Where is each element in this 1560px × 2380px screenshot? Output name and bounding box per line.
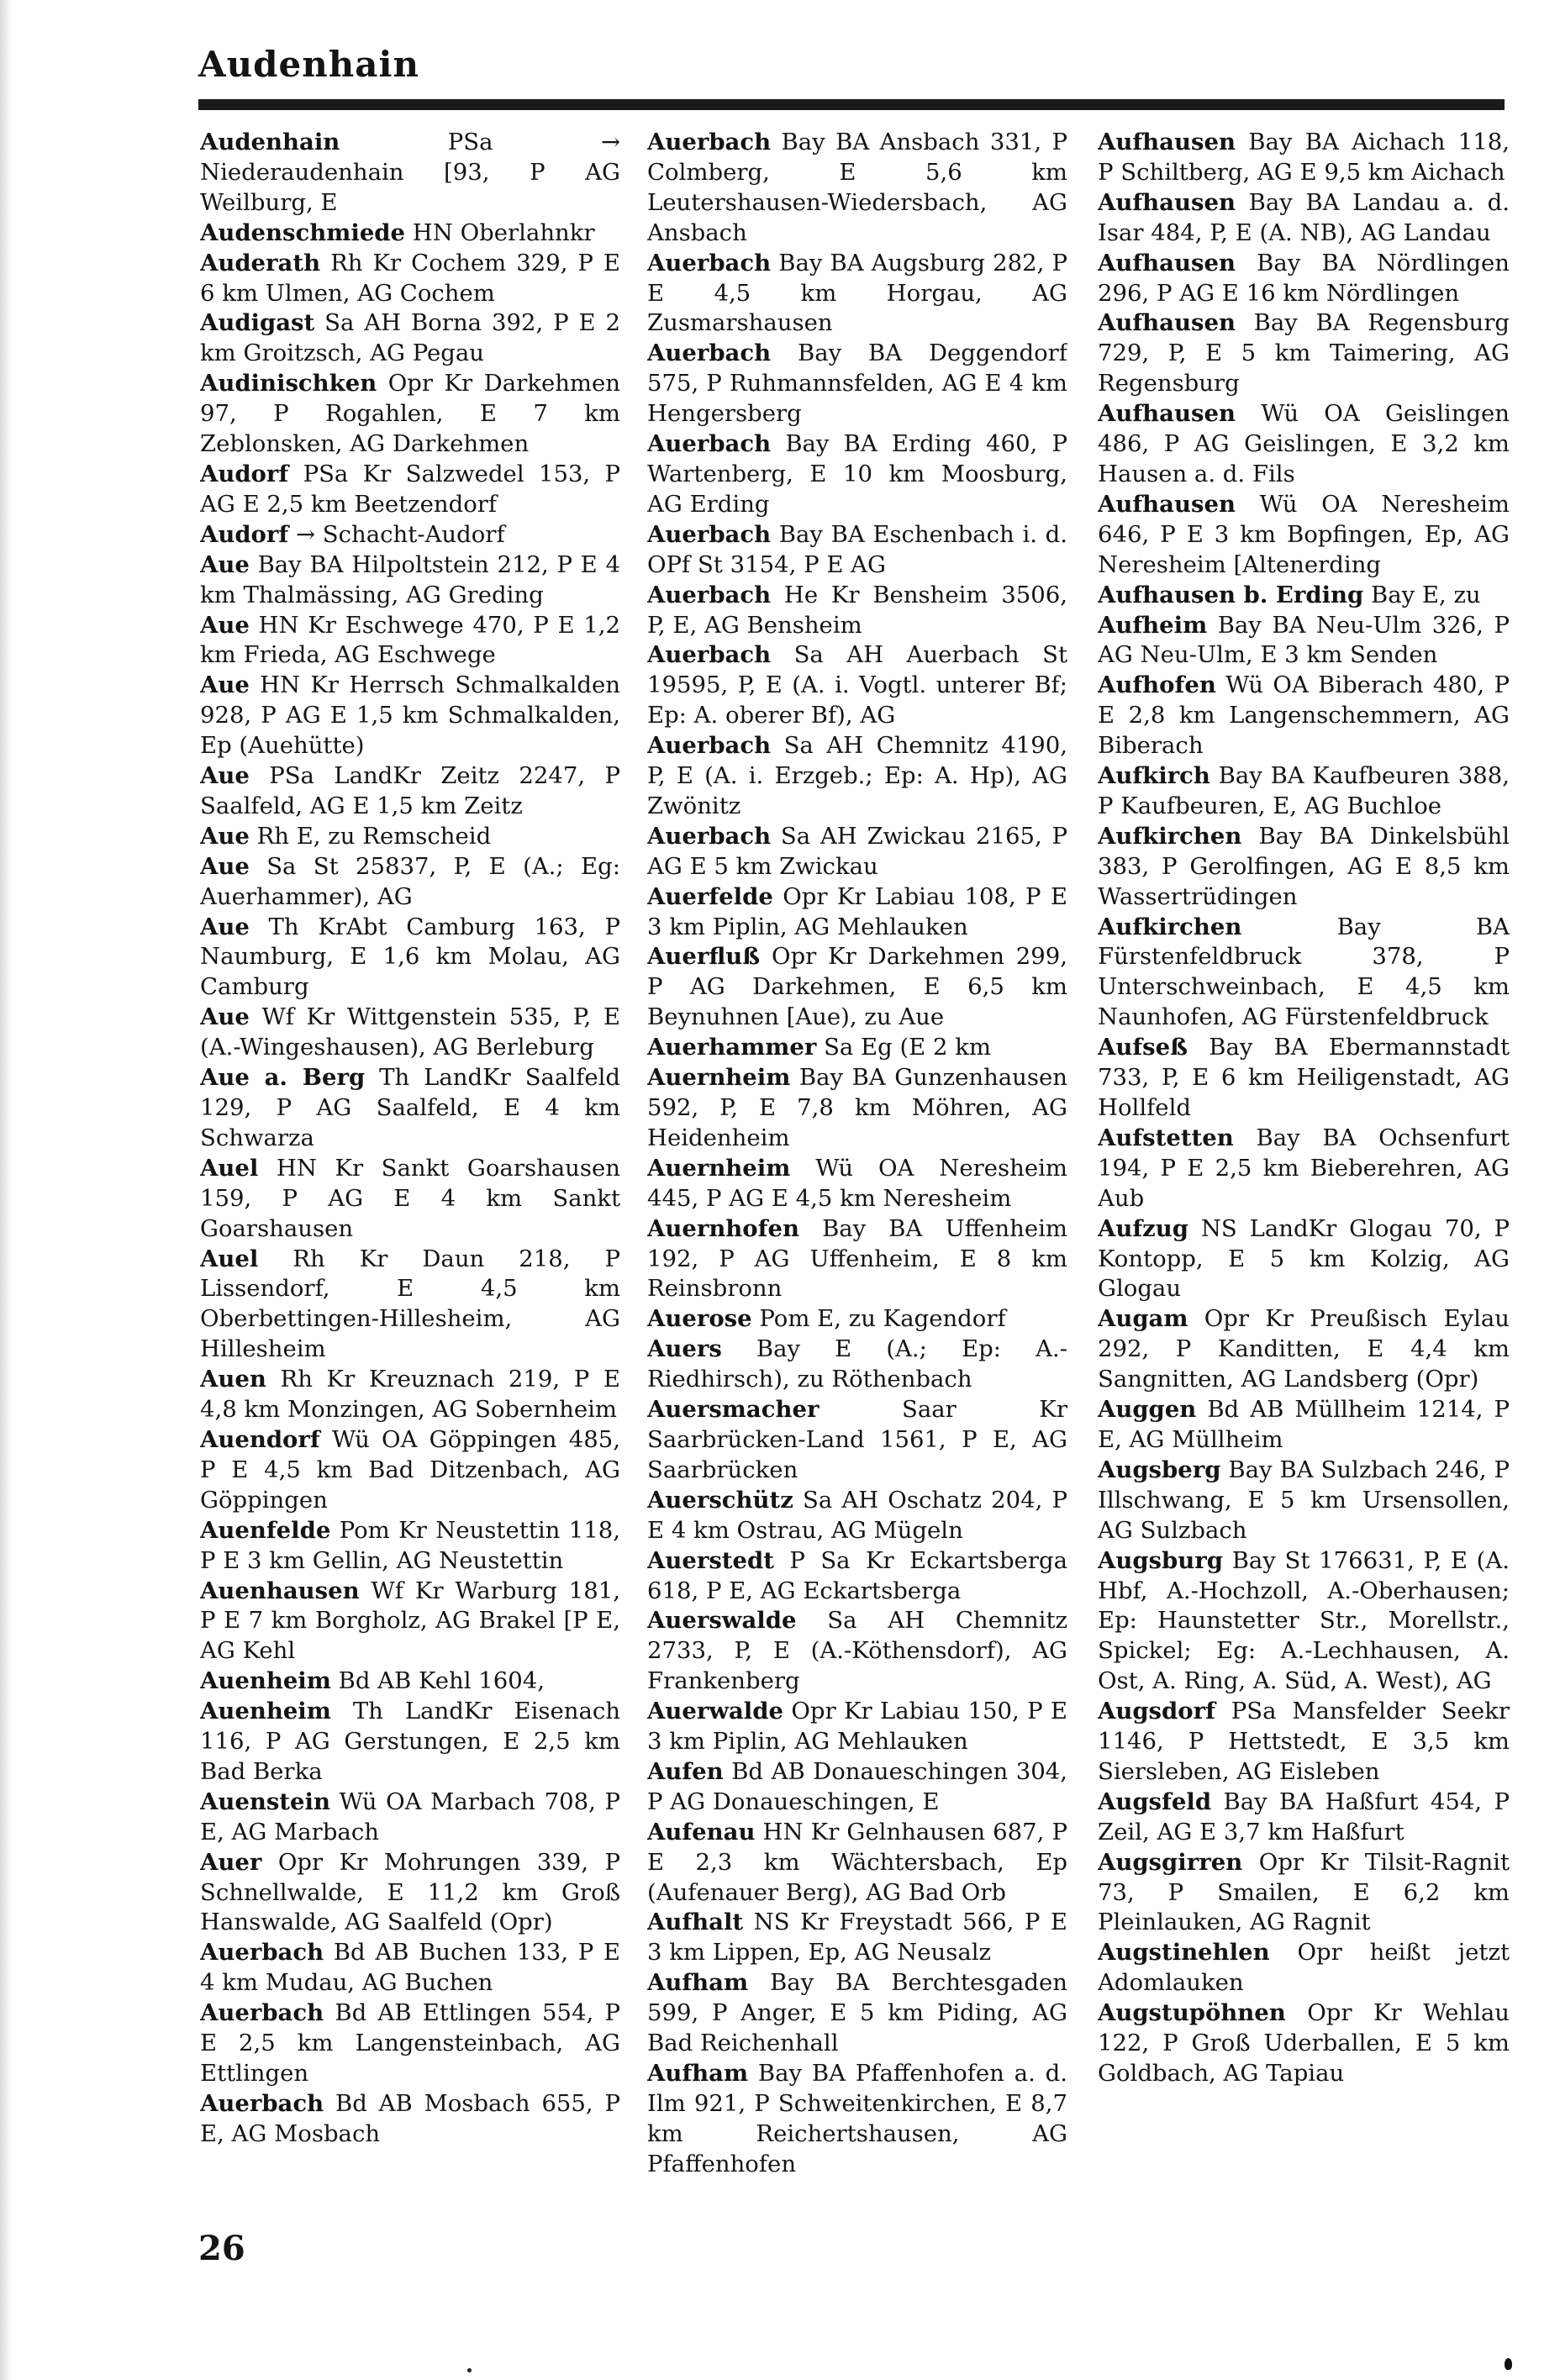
entry-text: Pom E, zu Kagendorf (759, 1305, 1006, 1333)
gazetteer-entry (200, 1998, 620, 2089)
gazetteer-entry (1098, 761, 1510, 822)
gazetteer-entry (200, 308, 620, 369)
entry-headword: Augsberg (1098, 1456, 1221, 1483)
entry-headword: Auerbach (647, 732, 772, 760)
gazetteer-entry (200, 520, 620, 550)
entry-headword: Aue (200, 852, 250, 880)
entry-text: NS Kr Freystadt 566, P E 3 km Lippen, Ep, AG Neusalz (647, 1909, 1067, 1967)
entry-headword: Auerbach (647, 822, 772, 850)
entry-headword: Auenstein (200, 1788, 330, 1815)
gazetteer-entry (647, 1395, 1067, 1486)
gazetteer-entry (1098, 308, 1510, 399)
entry-headword: Auerbach (647, 340, 772, 367)
gazetteer-entry (200, 1667, 620, 1697)
entry-headword: Audorf (200, 520, 289, 548)
gazetteer-entry (200, 1063, 620, 1154)
entry-text: Wü OA Neresheim 646, P E 3 km Bopfingen, Ep, AG Neresheim [Altenerding (1098, 490, 1510, 578)
entry-text: Rh Kr Cochem 329, P E 6 km Ulmen, AG Cochem (200, 249, 620, 307)
entry-headword: Aue (200, 611, 250, 639)
entry-text: Th LandKr Saalfeld 129, P AG Saalfeld, E 4 km Schwarza (200, 1064, 620, 1151)
entry-text: Th LandKr Eisenach 116, P AG Gerstungen, E 2,5 km Bad Berka (200, 1698, 620, 1785)
entry-headword: Auerschütz (647, 1486, 793, 1514)
entry-headword: Aue (200, 822, 250, 850)
gazetteer-entry (1098, 1124, 1510, 1214)
entry-headword: Augsburg (1098, 1546, 1223, 1574)
gazetteer-entry (1098, 128, 1510, 188)
entry-text: Bay BA Augsburg 282, P E 4,5 km Horgau, AG Zusmarshausen (647, 249, 1067, 337)
gazetteer-entry (647, 249, 1067, 340)
entry-text: Bd AB Buchen 133, P E 4 km Mudau, AG Buchen (200, 1939, 620, 1997)
entry-headword: Auerbach (200, 2089, 324, 2117)
entry-text: Bay BA Sulzbach 246, P Illschwang, E 5 km Ursensollen, AG Sulzbach (1098, 1456, 1510, 1544)
entry-text: Bay BA Deggendorf 575, P Ruhmannsfelden, AG E 4 km Hengersberg (647, 340, 1067, 428)
entry-headword: Auerbach (200, 1939, 324, 1967)
entry-text: Opr Kr Darkehmen 97, P Rogahlen, E 7 km Zeblonsken, AG Darkehmen (200, 370, 620, 458)
entry-text: Sa AH Auerbach St 19595, P, E (A. i. Vogtl. unterer Bf; Ep: A. oberer Bf), AG (647, 641, 1067, 729)
column-2 (647, 128, 1067, 2313)
entry-headword: Aue (200, 913, 250, 940)
gazetteer-entry (647, 520, 1067, 581)
gazetteer-entry (200, 1516, 620, 1577)
entry-text: Sa AH Zwickau 2165, P AG E 5 km Zwickau (647, 822, 1067, 880)
entry-text: Saar Kr Saarbrücken-Land 1561, P E, AG Saarbrücken (647, 1396, 1067, 1483)
entry-text: HN Kr Herrsch Schmalkalden 928, P AG E 1,5 km Schmalkalden, Ep (Auehütte) (200, 671, 620, 760)
entry-headword: Auerbach (647, 129, 772, 155)
gazetteer-entry (200, 219, 620, 249)
column-1 (200, 128, 620, 2313)
entry-text: Sa AH Chemnitz 2733, P, E (A.-Köthensdorf), AG Frankenberg (647, 1607, 1067, 1695)
gazetteer-entry (647, 882, 1067, 943)
gazetteer-entry (200, 460, 620, 520)
entry-text: Opr Kr Darkehmen 299, P AG Darkehmen, E 6,5 km Beynuhnen [Aue), zu Aue (647, 943, 1067, 1031)
entry-text: NS LandKr Glogau 70, P Kontopp, E 5 km Kolzig, AG Glogau (1098, 1214, 1510, 1303)
entry-text: P Sa Kr Eckartsberga 618, P E, AG Eckartsberga (647, 1546, 1067, 1604)
entry-text: Rh E, zu Remscheid (256, 822, 492, 850)
entry-headword: Auerwalde (647, 1698, 783, 1725)
gazetteer-entry (647, 1908, 1067, 1968)
entry-text: Bay BA Neu-Ulm 326, P AG Neu-Ulm, E 3 km Senden (1098, 611, 1510, 669)
gazetteer-entry (1098, 490, 1510, 581)
gazetteer-entry (1098, 1697, 1510, 1788)
entry-headword: Augsfeld (1098, 1788, 1212, 1815)
entry-text: Bay BA Haßfurt 454, P Zeil, AG E 3,7 km Haßfurt (1098, 1788, 1510, 1846)
gazetteer-entry (1098, 1395, 1510, 1456)
entry-text: Bay BA Erding 460, P Wartenberg, E 10 km Moosburg, AG Erding (647, 430, 1067, 518)
entry-text: He Kr Bensheim 3506, P, E, AG Bensheim (647, 581, 1067, 639)
gazetteer-entry (200, 852, 620, 913)
scan-edge (0, 0, 12, 2380)
entry-text: Wü OA Neresheim 445, P AG E 4,5 km Neresheim (647, 1154, 1067, 1212)
gazetteer-entry (200, 611, 620, 671)
entry-headword: Audenschmiede (200, 219, 406, 246)
entry-headword: Auel (200, 1245, 259, 1272)
entry-text: HN Kr Gelnhausen 687, P E 2,3 km Wächtersbach, Ep (Aufenauer Berg), AG Bad Orb (647, 1818, 1067, 1906)
entry-text: Opr Kr Preußisch Eylau 292, P Kanditten, E 4,4 km Sangnitten, AG Landsberg (Opr) (1098, 1305, 1510, 1393)
entry-headword: Auernheim (647, 1154, 791, 1182)
entry-headword: Aufseß (1098, 1034, 1188, 1061)
gazetteer-entry (200, 1938, 620, 1998)
gazetteer-entry (1098, 611, 1510, 671)
entry-headword: Auersmacher (647, 1396, 820, 1424)
entry-headword: Aufhausen (1098, 309, 1236, 337)
entry-text: Rh Kr Kreuznach 219, P E 4,8 km Monzingen, AG Sobernheim (200, 1366, 620, 1424)
entry-text: Opr Kr Wehlau 122, P Groß Uderballen, E 5 km Goldbach, AG Tapiau (1098, 1999, 1510, 2087)
gazetteer-entry (200, 1003, 620, 1063)
gazetteer-entry (647, 1335, 1067, 1395)
entry-text: Bay BA Fürstenfeldbruck 378, P Unterschweinbach, E 4,5 km Naunhofen, AG Fürstenfeldbruck (1098, 913, 1510, 1031)
entry-text: Bay BA Kaufbeuren 388, P Kaufbeuren, E, AG Buchloe (1098, 762, 1510, 819)
entry-text: PSa LandKr Zeitz 2247, P Saalfeld, AG E 1,5 km Zeitz (200, 762, 620, 819)
gazetteer-entry (200, 1697, 620, 1788)
entry-headword: Auerstedt (647, 1546, 774, 1574)
gazetteer-entry (647, 731, 1067, 822)
entry-headword: Auderath (200, 249, 321, 276)
entry-text: Sa AH Borna 392, P E 2 km Groitzsch, AG Pegau (200, 309, 620, 367)
entry-headword: Aufhausen (1098, 490, 1236, 518)
entry-headword: Aufham (647, 2060, 749, 2087)
corner-mark (1505, 2358, 1512, 2370)
entry-headword: Aufkirch (1098, 762, 1210, 790)
entry-text: Wü OA Biberach 480, P E 2,8 km Langenschemmern, AG Biberach (1098, 671, 1510, 760)
entry-text: Bay BA Uffenheim 192, P AG Uffenheim, E 8 km Reinsbronn (647, 1214, 1067, 1303)
entry-headword: Auerose (647, 1305, 752, 1333)
header-rule (198, 99, 1505, 110)
entry-headword: Auerfelde (647, 882, 773, 910)
gazetteer-entry (647, 640, 1067, 731)
gazetteer-entry (200, 249, 620, 309)
entry-text: Wü OA Marbach 708, P E, AG Marbach (200, 1788, 620, 1846)
gazetteer-entry (1098, 913, 1510, 1034)
gazetteer-entry (200, 1154, 620, 1245)
entry-headword: Aufham (647, 1969, 749, 1997)
entry-text: PSa Kr Salzwedel 153, P AG E 2,5 km Beetzendorf (200, 460, 620, 518)
entry-headword: Auendorf (200, 1425, 320, 1453)
entry-text: Bay St 176631, P, E (A. Hbf, A.-Hochzoll, A.-Oberhausen; Ep: Haunstetter Str., Morellstr., Spickel; Eg: A.-Lechhausen, A. Ost, A. Ring, A. Süd, A. West), AG (1098, 1546, 1510, 1695)
entry-text: Sa AH Oschatz 204, P E 4 km Ostrau, AG Mügeln (647, 1486, 1067, 1544)
gazetteer-entry (1098, 1304, 1510, 1395)
gazetteer-entry (200, 913, 620, 1003)
entry-text: Bay BA Dinkelsbühl 383, P Gerolfingen, AG E 8,5 km Wassertrüdingen (1098, 822, 1510, 910)
entry-text: Bd AB Müllheim 1214, P E, AG Müllheim (1098, 1396, 1510, 1453)
gazetteer-entry (200, 761, 620, 822)
entry-text: HN Oberlahnkr (412, 219, 595, 246)
entry-text: Wü OA Göppingen 485, P E 4,5 km Bad Ditzenbach, AG Göppingen (200, 1425, 620, 1514)
gazetteer-entry (1098, 1848, 1510, 1939)
gazetteer-entry (200, 369, 620, 460)
entry-headword: Auerswalde (647, 1607, 797, 1635)
gazetteer-entry (1098, 822, 1510, 913)
gazetteer-entry (1098, 1033, 1510, 1124)
gazetteer-entry (200, 128, 620, 219)
entry-headword: Aufhausen (1098, 400, 1236, 428)
gazetteer-entry (647, 822, 1067, 882)
gazetteer-entry (647, 339, 1067, 429)
entry-text: Th KrAbt Camburg 163, P Naumburg, E 1,6 km Molau, AG Camburg (200, 913, 620, 1001)
gazetteer-entry (1098, 399, 1510, 490)
gazetteer-entry (1098, 1938, 1510, 1998)
entry-text: Wf Kr Wittgenstein 535, P, E (A.-Wingeshausen), AG Berleburg (200, 1003, 620, 1061)
entry-headword: Auerbach (647, 249, 772, 276)
entry-text: Bay E (A.; Ep: A.-Riedhirsch), zu Röthenbach (647, 1335, 1067, 1393)
entry-text: Wf Kr Warburg 181, P E 7 km Borgholz, AG Brakel [P E, AG Kehl (200, 1577, 620, 1665)
entry-text: PSa Mansfelder Seekr 1146, P Hettstedt, E 3,5 km Siersleben, AG Eisleben (1098, 1698, 1510, 1785)
gazetteer-entry (1098, 1998, 1510, 2089)
gazetteer-entry (200, 1425, 620, 1516)
entry-headword: Augsdorf (1098, 1698, 1215, 1725)
entry-text: Bd AB Ettlingen 554, P E 2,5 km Langensteinbach, AG Ettlingen (200, 1999, 620, 2087)
entry-headword: Aufkirchen (1098, 913, 1242, 940)
gazetteer-entry (200, 822, 620, 852)
gazetteer-entry (200, 1365, 620, 1425)
entry-headword: Auernhofen (647, 1214, 799, 1242)
entry-headword: Auggen (1098, 1396, 1197, 1424)
entry-text: HN Kr Sankt Goarshausen 159, P AG E 4 km Sankt Goarshausen (200, 1154, 620, 1242)
gazetteer-entry (647, 1304, 1067, 1335)
gazetteer-entry (200, 1848, 620, 1939)
gazetteer-entry (647, 1697, 1067, 1757)
entry-headword: Auerfluß (647, 943, 761, 971)
entry-text: PSa → Niederaudenhain [93, P AG Weilburg, E (200, 129, 620, 216)
gazetteer-entry (647, 128, 1067, 249)
entry-text: Opr heißt jetzt Adomlauken (1098, 1939, 1510, 1997)
gazetteer-entry (1098, 581, 1510, 611)
entry-headword: Augstinehlen (1098, 1939, 1270, 1967)
entry-text: Bay BA Ochsenfurt 194, P E 2,5 km Bieberehren, AG Aub (1098, 1124, 1510, 1212)
gazetteer-entry (647, 942, 1067, 1033)
gazetteer-entry (647, 1546, 1067, 1607)
entry-text: Opr Kr Labiau 150, P E 3 km Piplin, AG Mehlauken (647, 1698, 1067, 1756)
entry-text: Sa Eg (E 2 km (824, 1034, 991, 1061)
entry-headword: Aufen (647, 1757, 724, 1785)
entry-text: Opr Kr Tilsit-Ragnit 73, P Smailen, E 6,2 km Pleinlauken, AG Ragnit (1098, 1848, 1510, 1936)
gazetteer-entry (1098, 1456, 1510, 1546)
entry-text: Bay BA Pfaffenhofen a. d. Ilm 921, P Schweitenkirchen, E 8,7 km Reichertshausen, AG Pfaffenhofen (647, 2060, 1067, 2177)
gazetteer-entry (1098, 1214, 1510, 1305)
entry-headword: Auerbach (647, 641, 772, 669)
gazetteer-entry (200, 2089, 620, 2150)
entry-text: Bd AB Mosbach 655, P E, AG Mosbach (200, 2089, 620, 2147)
entry-headword: Aue a. Berg (200, 1064, 366, 1092)
print-dot (467, 2368, 472, 2372)
page-title: Audenhain (198, 44, 419, 85)
entry-text: Bay BA Hilpoltstein 212, P E 4 km Thalmässing, AG Greding (200, 550, 620, 608)
entry-text: Sa St 25837, P, E (A.; Eg: Auerhammer), AG (200, 852, 620, 910)
gazetteer-entry (647, 1968, 1067, 2059)
entry-headword: Auenfelde (200, 1516, 331, 1544)
gazetteer-entry (647, 1033, 1067, 1063)
entry-text: Bay BA Berchtesgaden 599, P Anger, E 5 km Piding, AG Bad Reichenhall (647, 1969, 1067, 2057)
entry-headword: Auernheim (647, 1064, 791, 1092)
entry-headword: Aufhofen (1098, 671, 1216, 699)
entry-text: Bd AB Kehl 1604, (338, 1667, 545, 1695)
gazetteer-entry (200, 550, 620, 611)
entry-headword: Audenhain (200, 129, 340, 155)
entry-text: Bay BA Landau a. d. Isar 484, P, E (A. NB), AG Landau (1098, 188, 1510, 246)
gazetteer-entry (200, 1788, 620, 1848)
entry-headword: Aue (200, 671, 250, 699)
entry-headword: Auerbach (647, 520, 772, 548)
gazetteer-entry (647, 1486, 1067, 1546)
entry-text: Bay BA Ansbach 331, P Colmberg, E 5,6 km Leutershausen-Wiedersbach, AG Ansbach (647, 129, 1067, 246)
gazetteer-entry (647, 1757, 1067, 1818)
gazetteer-entry (1098, 1788, 1510, 1848)
entry-headword: Aufheim (1098, 611, 1208, 639)
entry-headword: Audorf (200, 460, 289, 487)
entry-text: Opr Kr Labiau 108, P E 3 km Piplin, AG Mehlauken (647, 882, 1067, 940)
entry-headword: Aufhausen b. Erding (1098, 581, 1364, 608)
entry-headword: Auers (647, 1335, 722, 1363)
gazetteer-entry (647, 429, 1067, 520)
entry-headword: Auerbach (647, 581, 772, 608)
entry-headword: Auerbach (647, 430, 772, 458)
entry-headword: Aue (200, 1003, 250, 1031)
gazetteer-entry (647, 1063, 1067, 1154)
gazetteer-entry (1098, 249, 1510, 309)
entry-text: Opr Kr Mohrungen 339, P Schnellwalde, E 11,2 km Groß Hanswalde, AG Saalfeld (Opr) (200, 1848, 620, 1936)
gazetteer-entry (647, 1214, 1067, 1305)
entry-headword: Aufstetten (1098, 1124, 1234, 1151)
gazetteer-entry (1098, 671, 1510, 761)
entry-headword: Aufhausen (1098, 249, 1236, 276)
column-3 (1098, 128, 1510, 2313)
entry-text: Bay BA Gunzenhausen 592, P, E 7,8 km Möhren, AG Heidenheim (647, 1064, 1067, 1151)
entry-headword: Audigast (200, 309, 315, 337)
entry-headword: Aufhalt (647, 1909, 744, 1936)
entry-text: Rh Kr Daun 218, P Lissendorf, E 4,5 km Oberbettingen-Hillesheim, AG Hillesheim (200, 1245, 620, 1363)
gazetteer-entry (647, 1818, 1067, 1909)
entry-headword: Auen (200, 1366, 266, 1393)
gazetteer-entry (200, 1577, 620, 1667)
entry-text: Sa AH Chemnitz 4190, P, E (A. i. Erzgeb.; Ep: A. Hp), AG Zwönitz (647, 732, 1067, 819)
entry-headword: Auerhammer (647, 1034, 817, 1061)
entry-headword: Auerbach (200, 1999, 324, 2027)
entry-headword: Auenheim (200, 1698, 331, 1725)
entry-headword: Aufenau (647, 1818, 756, 1846)
entry-headword: Aufhausen (1098, 188, 1236, 216)
gazetteer-entry (647, 1154, 1067, 1214)
entry-headword: Auel (200, 1154, 259, 1182)
entry-headword: Auer (200, 1848, 262, 1876)
entry-text: Bay BA Aichach 118, P Schiltberg, AG E 9,5 km Aichach (1098, 129, 1510, 186)
entry-headword: Aue (200, 762, 250, 790)
entry-headword: Audinischken (200, 370, 377, 398)
gazetteer-entry (1098, 1546, 1510, 1698)
gazetteer-entry (1098, 188, 1510, 249)
entry-text: Bay BA Regensburg 729, P, E 5 km Taimering, AG Regensburg (1098, 309, 1510, 398)
entry-text: Bay BA Ebermannstadt 733, P, E 6 km Heiligenstadt, AG Hollfeld (1098, 1034, 1510, 1121)
entry-text: HN Kr Eschwege 470, P E 1,2 km Frieda, AG Eschwege (200, 611, 620, 669)
entry-headword: Augsgirren (1098, 1848, 1243, 1876)
page-number: 26 (198, 2229, 245, 2268)
entry-headword: Augstupöhnen (1098, 1999, 1286, 2027)
gazetteer-entry (200, 1245, 620, 1366)
entry-text: Bay BA Nördlingen 296, P AG E 16 km Nördlingen (1098, 249, 1510, 307)
entry-headword: Aufkirchen (1098, 822, 1242, 850)
entry-text: → Schacht-Audorf (295, 520, 505, 548)
entry-headword: Aufhausen (1098, 129, 1236, 155)
gazetteer-entry (200, 671, 620, 761)
gazetteer-entry (647, 581, 1067, 641)
gazetteer-entry (647, 2059, 1067, 2180)
gazetteer-entry (647, 1606, 1067, 1697)
entry-text: Wü OA Geislingen 486, P AG Geislingen, E 3,2 km Hausen a. d. Fils (1098, 400, 1510, 487)
entry-text: Pom Kr Neustettin 118, P E 3 km Gellin, AG Neustettin (200, 1516, 620, 1574)
entry-headword: Aufzug (1098, 1214, 1188, 1242)
entry-headword: Auenhausen (200, 1577, 360, 1604)
entry-headword: Augam (1098, 1305, 1188, 1333)
entry-text: Bay E, zu (1371, 581, 1481, 608)
entry-text: Bd AB Donaueschingen 304, P AG Donaueschingen, E (647, 1757, 1067, 1815)
entry-text: Bay BA Eschenbach i. d. OPf St 3154, P E AG (647, 520, 1067, 578)
entry-headword: Aue (200, 550, 250, 578)
entry-headword: Auenheim (200, 1667, 331, 1695)
